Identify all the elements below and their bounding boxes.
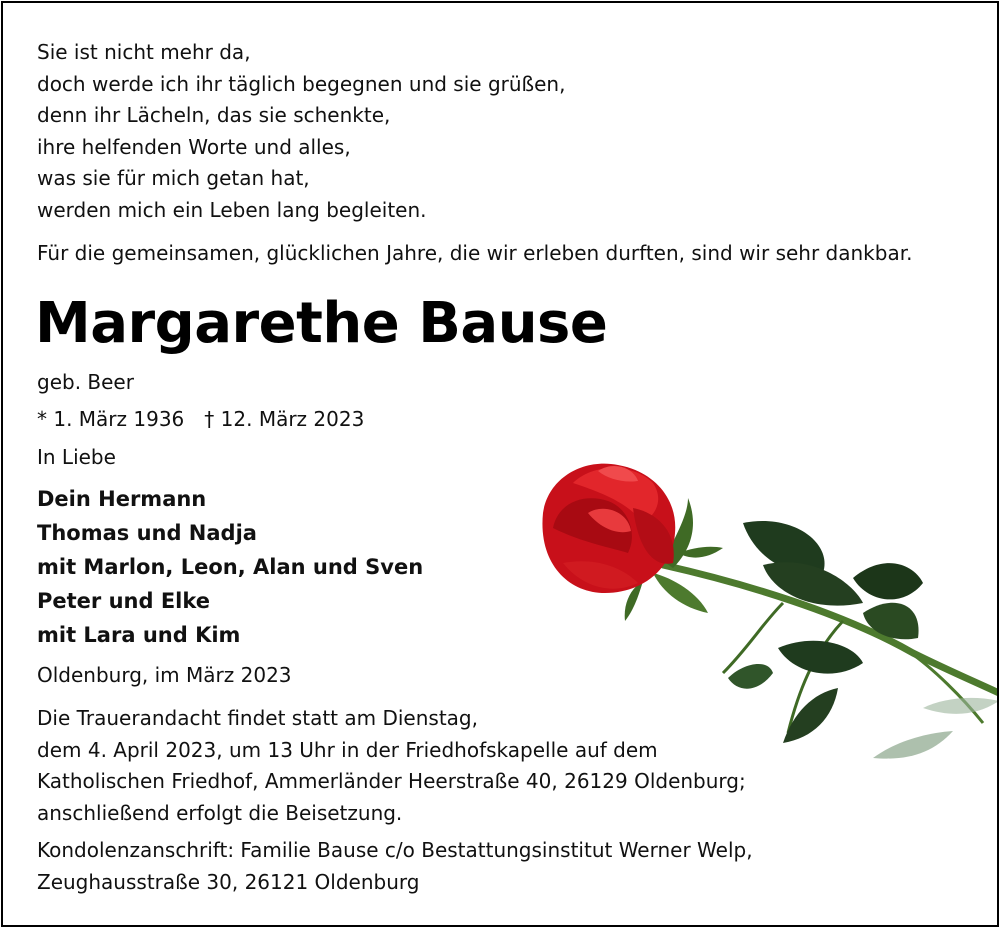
in-love-text: In Liebe (37, 445, 116, 469)
poem-line: ihre helfenden Worte und alles, (37, 134, 351, 159)
poem (37, 37, 565, 226)
poem-line: werden mich ein Leben lang begleiten. (37, 197, 427, 222)
service-line: Katholischen Friedhof, Ammerländer Heerstraße 40, 26129 Oldenburg; (37, 769, 746, 793)
poem-line: doch werde ich ihr täglich begegnen und sie grüßen, (37, 71, 566, 96)
poem-line: Sie ist nicht mehr da, (37, 40, 251, 64)
maiden-name: geb. Beer (37, 370, 134, 394)
red-rose-icon (513, 453, 999, 783)
condolence-line: Zeughausstraße 30, 26121 Oldenburg (37, 869, 420, 894)
family-member: Dein Hermann (37, 487, 207, 511)
family-member: Thomas und Nadja (37, 521, 257, 545)
family-list (37, 482, 423, 652)
service-line: Die Trauerandacht findet statt am Dienstag, (37, 706, 478, 730)
life-dates (37, 407, 364, 431)
service-line: dem 4. April 2023, um 13 Uhr in der Friedhofskapelle auf dem (37, 737, 658, 762)
deceased-name: Margarethe Bause (35, 291, 608, 356)
birth-date: * 1. März 1936 (37, 407, 185, 431)
obituary-notice (1, 1, 999, 927)
condolence-address (37, 835, 753, 898)
place-date: Oldenburg, im März 2023 (37, 663, 292, 687)
death-date: † 12. März 2023 (204, 407, 365, 431)
condolence-line: Kondolenzanschrift: Familie Bause c/o Bestattungsinstitut Werner Welp, (37, 838, 753, 862)
family-member: Peter und Elke (37, 589, 211, 613)
poem-line: denn ihr Lächeln, das sie schenkte, (37, 103, 391, 127)
poem-line: was sie für mich getan hat, (37, 166, 310, 190)
gratitude-text: Für die gemeinsamen, glücklichen Jahre, die wir erleben durften, sind wir sehr dankbar. (37, 241, 913, 265)
family-member: mit Lara und Kim (37, 623, 241, 647)
family-member: mit Marlon, Leon, Alan und Sven (37, 555, 424, 579)
service-line: anschließend erfolgt die Beisetzung. (37, 800, 403, 825)
